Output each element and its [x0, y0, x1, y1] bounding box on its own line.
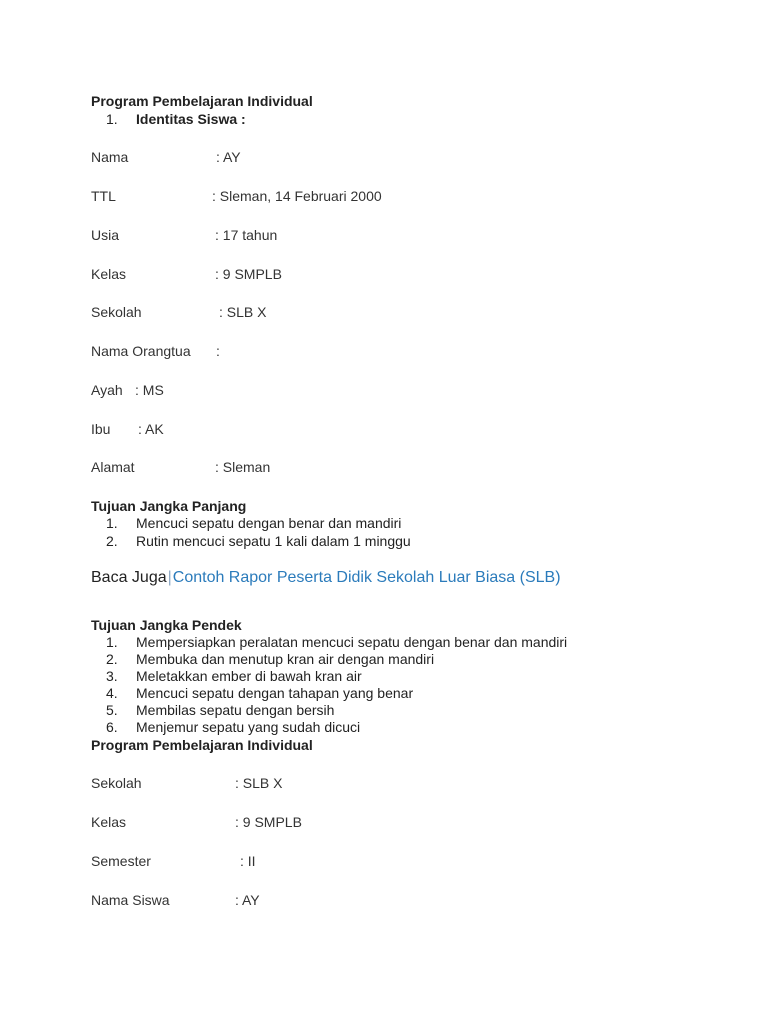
- document-title: Program Pembelajaran Individual: [91, 93, 313, 109]
- field-label-kelas: Kelas: [91, 266, 127, 282]
- baca-juga-prefix: Baca Juga: [91, 569, 167, 586]
- short-term-item-text: Membilas sepatu dengan bersih: [136, 702, 335, 718]
- program-field-value-kelas: : 9 SMPLB: [235, 814, 302, 830]
- field-value-ayah: : MS: [135, 382, 164, 398]
- program-field-label-sekolah: Sekolah: [91, 775, 142, 791]
- short-term-item-text: Menjemur sepatu yang sudah dicuci: [136, 719, 361, 735]
- baca-juga-line: [91, 568, 561, 588]
- identity-heading: Identitas Siswa :: [136, 111, 246, 127]
- field-value-alamat: : Sleman: [215, 459, 271, 475]
- field-label-alamat: Alamat: [91, 459, 135, 475]
- field-label-ttl: TTL: [91, 188, 116, 204]
- short-term-item-text: Membuka dan menutup kran air dengan mandiri: [136, 651, 435, 667]
- field-value-kelas: : 9 SMPLB: [215, 266, 282, 282]
- field-label-usia: Usia: [91, 227, 120, 243]
- program-field-label-kelas: Kelas: [91, 814, 127, 830]
- program-field-value-semester: : II: [240, 853, 256, 869]
- field-label-ayah: Ayah: [91, 382, 123, 398]
- long-term-item-number: 2.: [106, 533, 118, 549]
- short-term-item-number: 5.: [106, 702, 118, 718]
- program-heading: Program Pembelajaran Individual: [91, 737, 313, 753]
- short-term-item-number: 1.: [106, 634, 118, 650]
- long-term-heading: Tujuan Jangka Panjang: [91, 498, 247, 514]
- program-field-value-sekolah: : SLB X: [235, 775, 283, 791]
- long-term-item-number: 1.: [106, 515, 118, 531]
- field-label-sekolah: Sekolah: [91, 304, 142, 320]
- field-label-nama: Nama: [91, 149, 129, 165]
- short-term-item-number: 3.: [106, 668, 118, 684]
- field-value-nama: : AY: [216, 149, 241, 165]
- field-value-ttl: : Sleman, 14 Februari 2000: [212, 188, 382, 204]
- long-term-item-text: Rutin mencuci sepatu 1 kali dalam 1 minggu: [136, 533, 411, 549]
- short-term-item-text: Mempersiapkan peralatan mencuci sepatu dengan benar dan mandiri: [136, 634, 568, 650]
- program-field-label-nama-siswa: Nama Siswa: [91, 892, 170, 908]
- field-label-ibu: Ibu: [91, 421, 111, 437]
- baca-juga-link[interactable]: Contoh Rapor Peserta Didik Sekolah Luar Biasa (SLB): [172, 569, 561, 586]
- short-term-item-text: Mencuci sepatu dengan tahapan yang benar: [136, 685, 414, 701]
- program-field-label-semester: Semester: [91, 853, 151, 869]
- field-value-nama-orangtua: :: [216, 343, 220, 359]
- short-term-item-text: Meletakkan ember di bawah kran air: [136, 668, 362, 684]
- long-term-item-text: Mencuci sepatu dengan benar dan mandiri: [136, 515, 402, 531]
- short-term-item-number: 2.: [106, 651, 118, 667]
- program-field-value-nama-siswa: : AY: [235, 892, 260, 908]
- short-term-item-number: 6.: [106, 719, 118, 735]
- identity-number: 1.: [106, 111, 118, 127]
- field-value-sekolah: : SLB X: [219, 304, 267, 320]
- field-value-ibu: : AK: [138, 421, 164, 437]
- field-value-usia: : 17 tahun: [215, 227, 278, 243]
- field-label-nama-orangtua: Nama Orangtua: [91, 343, 191, 359]
- short-term-item-number: 4.: [106, 685, 118, 701]
- short-term-heading: Tujuan Jangka Pendek: [91, 617, 242, 633]
- baca-juga-separator: |: [167, 569, 172, 586]
